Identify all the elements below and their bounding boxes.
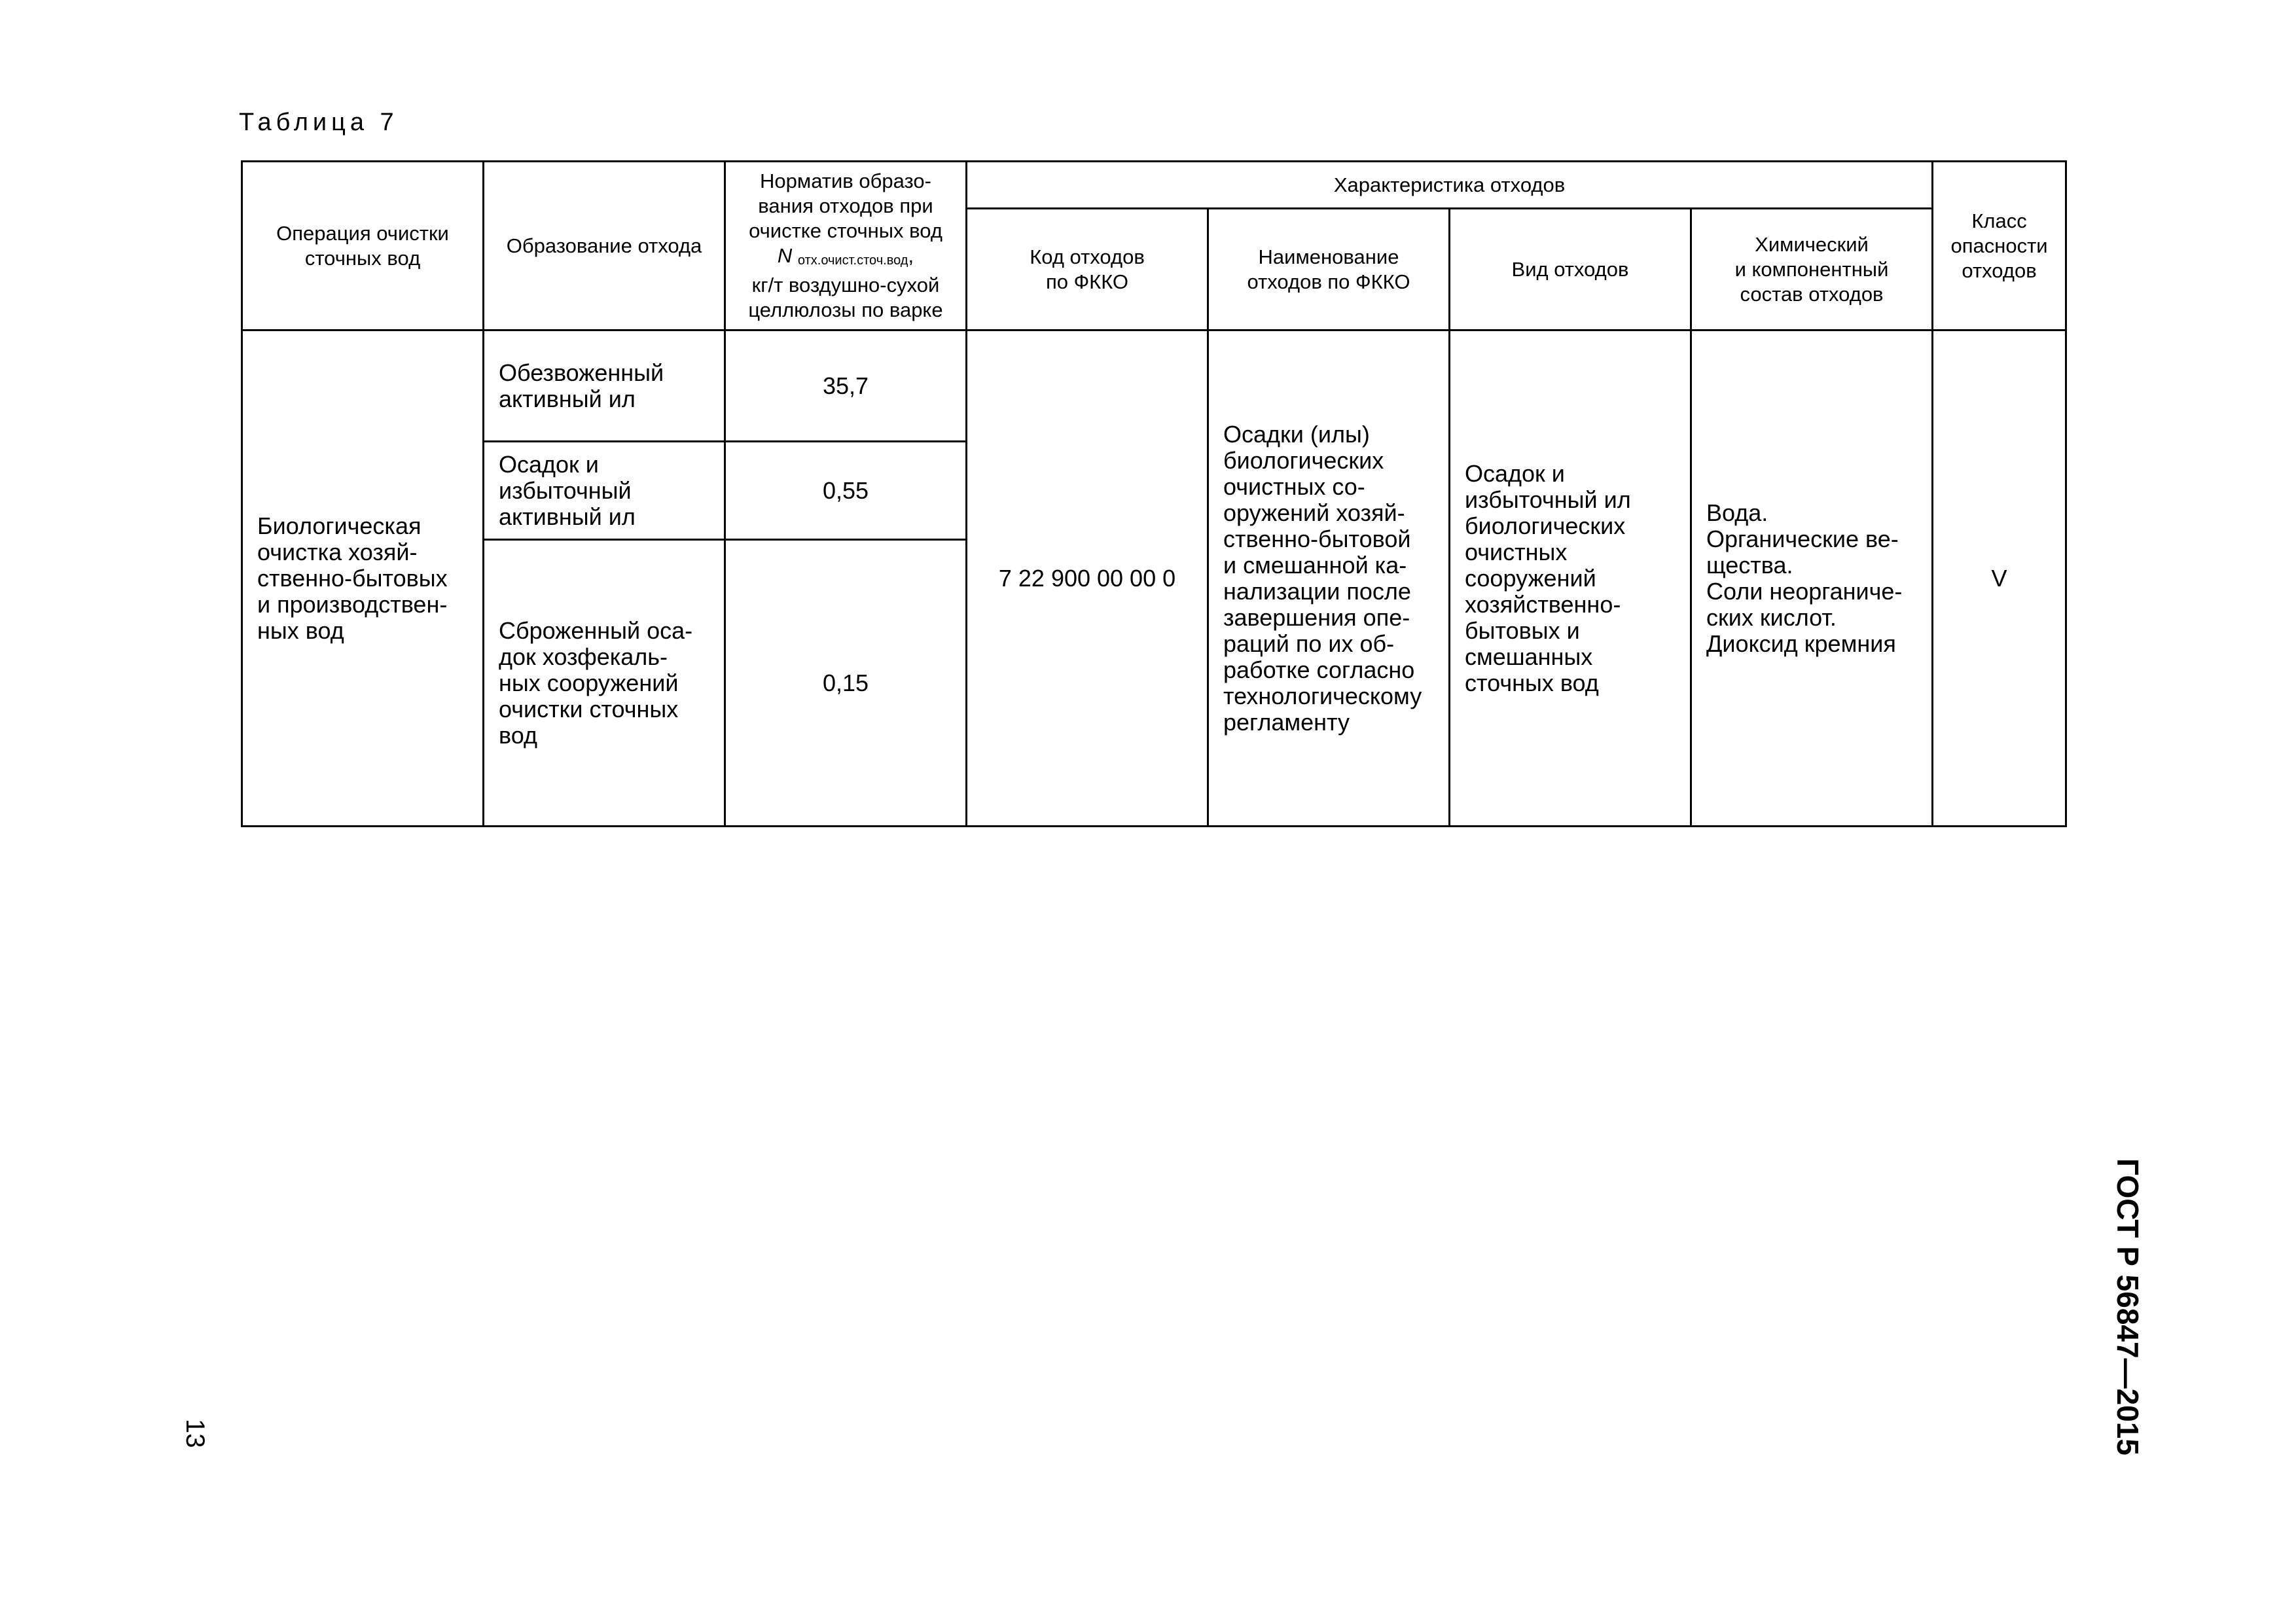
cell-formation-2: Осадок и избыточный активный ил	[484, 442, 725, 540]
header-code: Код отходов по ФККО	[967, 209, 1208, 330]
cell-formation-1: Обезвоженный активный ил	[484, 330, 725, 442]
header-hazard-class: Класс опасности отходов	[1933, 162, 2066, 330]
cell-kind: Осадок и избыточный ил биологических очистных сооружений хозяйственно- бытовых и смешанных сточных вод	[1450, 330, 1691, 827]
header-kind: Вид отходов	[1450, 209, 1691, 330]
header-norm-subscript: отх.очист.сточ.вод	[797, 253, 908, 268]
header-norm-symbol: N	[777, 244, 793, 267]
cell-name: Осадки (илы) биологических очистных со- оружений хозяй- ственно-бытовой и смешанной ка- нализации после завершения опе- раций по их об- работке согласно технологическому регламенту	[1208, 330, 1450, 827]
header-norm	[725, 162, 967, 330]
cell-norm-1: 35,7	[725, 330, 967, 442]
header-characteristics: Характеристика отходов	[967, 162, 1933, 209]
header-norm-comma: ,	[908, 244, 914, 267]
cell-hazard-class: V	[1933, 330, 2066, 827]
cell-composition: Вода. Органические ве- щества. Соли неорганиче- ских кислот. Диоксид кремния	[1691, 330, 1933, 827]
header-operation: Операция очистки сточных вод	[242, 162, 484, 330]
header-name: Наименование отходов по ФККО	[1208, 209, 1450, 330]
waste-characteristics-table	[241, 160, 2067, 827]
header-norm-units: кг/т воздушно-сухой целлюлозы по варке	[748, 274, 943, 321]
header-norm-text: Норматив образо- вания отходов при очистке сточных вод	[749, 169, 942, 242]
cell-norm-3: 0,15	[725, 540, 967, 827]
cell-norm-2: 0,55	[725, 442, 967, 540]
cell-code: 7 22 900 00 00 0	[967, 330, 1208, 827]
cell-formation-3: Сброженный оса- док хозфекаль- ных сооружений очистки сточных вод	[484, 540, 725, 827]
cell-operation: Биологическая очистка хозяй- ственно-бытовых и производствен- ных вод	[242, 330, 484, 827]
header-formation: Образование отхода	[484, 162, 725, 330]
header-composition: Химический и компонентный состав отходов	[1691, 209, 1933, 330]
table-caption: Таблица 7	[239, 109, 399, 136]
